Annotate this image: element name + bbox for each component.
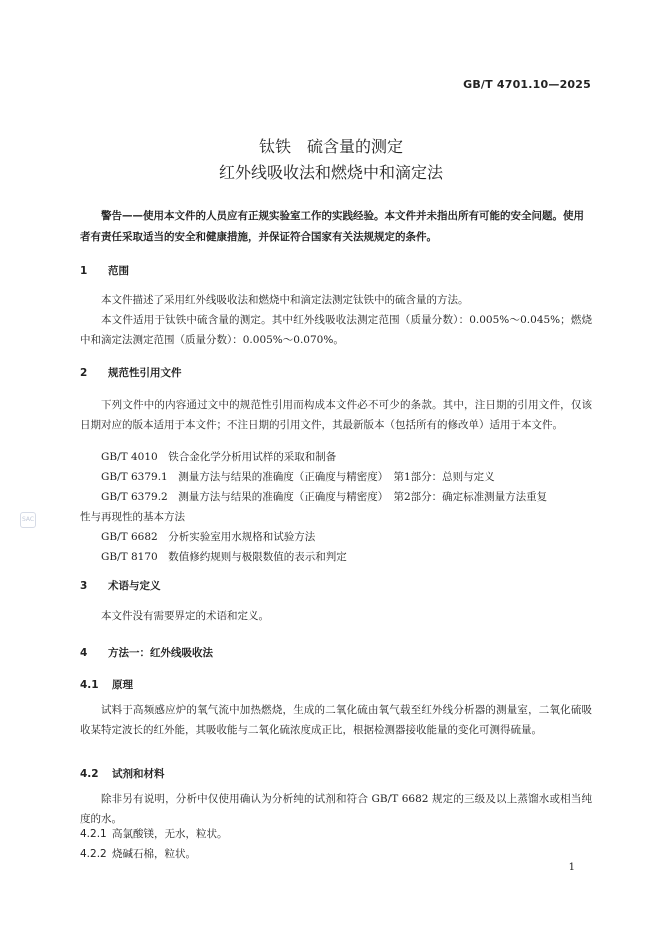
- section-1-paragraph-2: 本文件适用于钛铁中硫含量的测定。其中红外线吸收法测定范围（质量分数）：0.005%～0.045%；燃烧中和滴定法测定范围（质量分数）：0.005%～0.070%。: [80, 314, 592, 346]
- section-4-heading: [80, 645, 213, 660]
- section-3-heading: [80, 578, 161, 593]
- list-item: [80, 844, 196, 864]
- warning-paragraph: 警告——使用本文件的人员应有正规实验室工作的实践经验。本文件并未指出所有可能的安全问题。使用者有责任采取适当的安全和健康措施，并保证符合国家有关法规规定的条件。: [80, 210, 584, 243]
- section-3-title: 术语与定义: [108, 580, 161, 592]
- section-1-title: 范围: [108, 265, 129, 277]
- section-4-title: 方法一：红外线吸收法: [108, 647, 213, 659]
- section-4-2-title: 试剂和材料: [112, 768, 165, 780]
- section-2-title: 规范性引用文件: [108, 367, 182, 379]
- section-4-2-number: 4.2: [80, 768, 99, 780]
- reference-item: GB/T 6379.1 测量方法与结果的准确度（正确度与精密度） 第1部分：总则与定义: [101, 471, 495, 483]
- section-2-heading: [80, 365, 182, 380]
- page-number: 1: [568, 862, 575, 873]
- standard-number: GB/T 4701.10—2025: [463, 78, 591, 91]
- section-4-1-heading: [80, 677, 133, 692]
- reference-item: GB/T 6682 分析实验室用水规格和试验方法: [101, 531, 316, 543]
- section-3-paragraph-1: 本文件没有需要界定的术语和定义。: [101, 610, 269, 622]
- reference-item: GB/T 8170 数值修约规则与极限数值的表示和判定: [101, 551, 347, 563]
- list-item-text: 烧碱石棉，粒状。: [112, 848, 196, 860]
- list-item-number: 4.2.2: [80, 848, 107, 860]
- section-4-number: 4: [80, 647, 88, 659]
- document-title-line1: 钛铁 硫含量的测定: [258, 137, 403, 156]
- section-4-2-heading: [80, 766, 165, 781]
- section-1-heading: [80, 263, 129, 278]
- section-4-1-title: 原理: [112, 679, 133, 691]
- section-2-number: 2: [80, 367, 88, 379]
- margin-watermark: SAC: [20, 512, 36, 528]
- section-1-number: 1: [80, 265, 88, 277]
- list-item: [80, 824, 228, 844]
- list-item-text: 高氯酸镁，无水，粒状。: [112, 828, 228, 840]
- list-item-number: 4.2.1: [80, 828, 107, 840]
- reference-item-continuation: 性与再现性的基本方法: [80, 511, 185, 523]
- section-3-number: 3: [80, 580, 88, 592]
- section-4-2-paragraph-1: 除非另有说明，分析中仅使用确认为分析纯的试剂和符合 GB/T 6682 规定的三级及以上蒸馏水或相当纯度的水。: [80, 793, 592, 825]
- section-4-1-paragraph-1: 试料于高频感应炉的氧气流中加热燃烧，生成的二氧化硫由氧气载至红外线分析器的测量室，二氧化硫吸收某特定波长的红外能，其吸收能与二氧化硫浓度成正比，根据检测器接收能量的变化可测得硫量。: [80, 704, 592, 736]
- document-title-line2: 红外线吸收法和燃烧中和滴定法: [218, 163, 443, 182]
- section-1-paragraph-1: 本文件描述了采用红外线吸收法和燃烧中和滴定法测定钛铁中的硫含量的方法。: [101, 294, 469, 306]
- reference-item: GB/T 6379.2 测量方法与结果的准确度（正确度与精密度） 第2部分：确定标准测量方法重复: [101, 491, 548, 503]
- section-2-paragraph-1: 下列文件中的内容通过文中的规范性引用而构成本文件必不可少的条款。其中，注日期的引用文件，仅该日期对应的版本适用于本文件；不注日期的引用文件，其最新版本（包括所有的修改单）适用于本文件。: [80, 399, 592, 431]
- section-4-1-number: 4.1: [80, 679, 99, 691]
- reference-item: GB/T 4010 铁合金化学分析用试样的采取和制备: [101, 451, 337, 463]
